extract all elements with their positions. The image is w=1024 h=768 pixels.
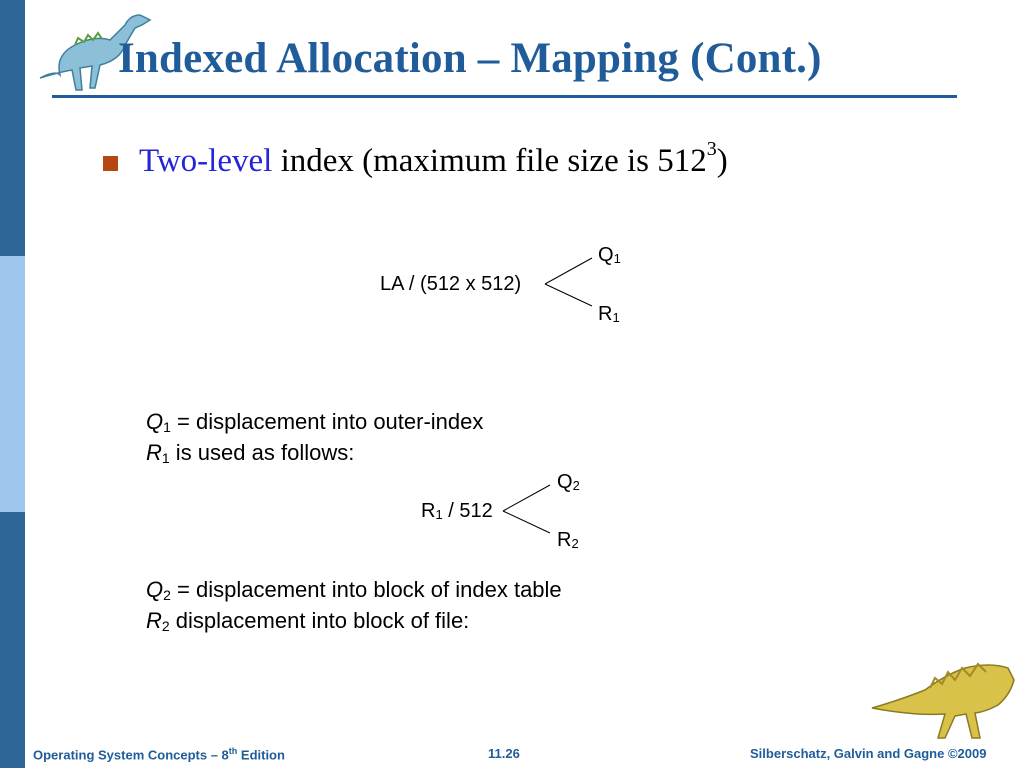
footer-book-title: Operating System Concepts – 8th Edition: [33, 746, 285, 763]
bullet-body: index (maximum file size is 512: [272, 143, 707, 179]
definition-q2: $Q_2$ = displacement into block of index table: [146, 577, 562, 603]
bullet-highlight: Two-level: [139, 143, 273, 179]
bullet-close: ): [716, 143, 728, 179]
footer-authors: Silberschatz, Galvin and Gagne ©2009: [750, 746, 987, 761]
slide-title: Indexed Allocation – Mapping (Cont.): [118, 35, 822, 82]
diagram1-left-label: LA / (512 x 512): [380, 273, 522, 295]
definition-r2: $R_2$ displacement into block of file:: [146, 608, 470, 634]
diagram1-bottom-label: $R_1$: [598, 303, 620, 325]
definition-r1: $R_1$ is used as follows:: [146, 440, 355, 466]
bullet-exponent: 3: [706, 138, 717, 160]
diagram2-left-label: $R_1 / 512$: [421, 500, 493, 522]
diagram2-top-label: $Q_2$: [557, 471, 580, 493]
footer-page-number: 11.26: [488, 746, 520, 761]
diagram2-bottom-label: $R_2$: [557, 529, 579, 551]
definition-q1: $Q_1$ = displacement into outer-index: [146, 409, 484, 435]
diagram1-top-label: $Q_1$: [598, 244, 621, 266]
